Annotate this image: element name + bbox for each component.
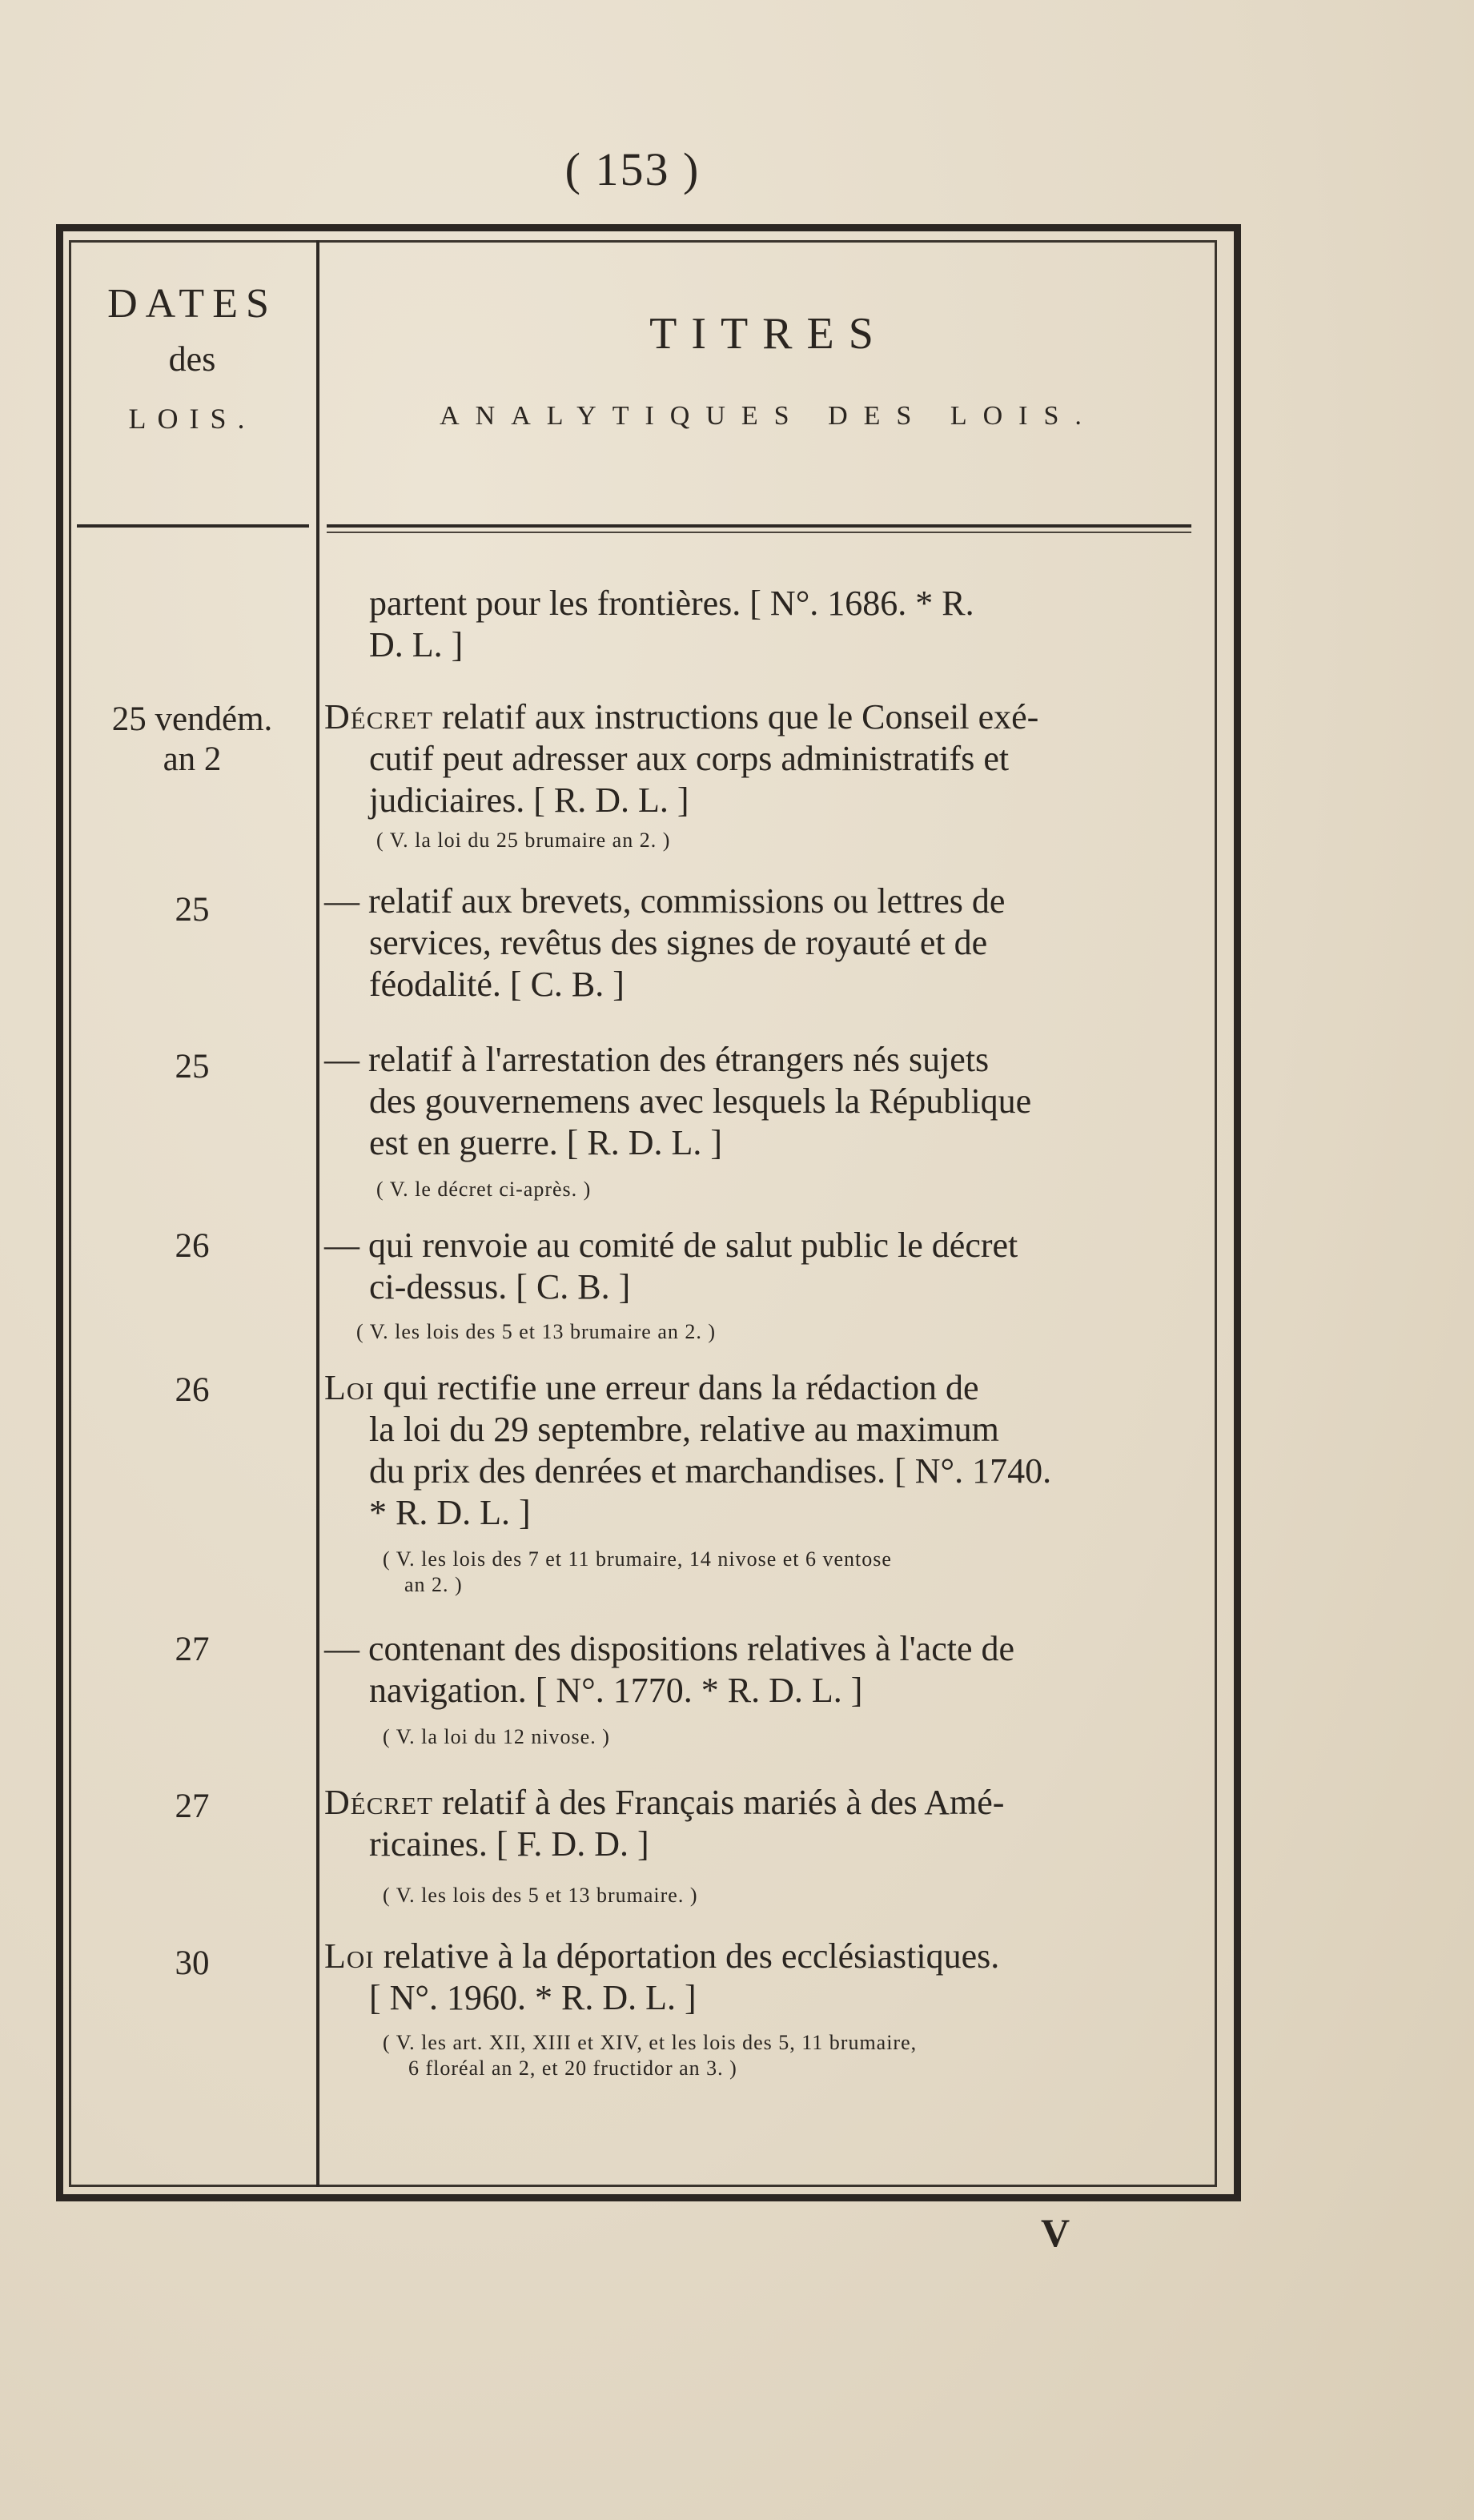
entry-6-note: ( V. les lois des 7 et 11 brumaire, 14 nivose et 6 ventose <box>383 1547 892 1571</box>
header-titres-subtitle: ANALYTIQUES DES LOIS. <box>440 401 1098 431</box>
entry-6-line-3: du prix des denrées et marchandises. [ N°. 1740. <box>369 1451 1052 1491</box>
entry-2-line-2: cutif peut adresser aux corps administratifs et <box>369 739 1010 778</box>
entry-8-lead: Décret <box>324 1783 433 1822</box>
header-rule-left <box>77 524 309 528</box>
header-dates-title: DATES <box>107 281 277 327</box>
entry-2-lead: Décret <box>324 697 433 736</box>
entry-7-note: ( V. la loi du 12 nivose. ) <box>383 1725 610 1748</box>
entry-7-line-2: navigation. [ N°. 1770. * R. D. L. ] <box>369 1671 863 1710</box>
header-dates <box>72 280 312 435</box>
entry-2-note: ( V. la loi du 25 brumaire an 2. ) <box>376 829 671 852</box>
entry-9 <box>324 1936 1201 2019</box>
entry-6 <box>324 1367 1201 1534</box>
entry-1-line-2: D. L. ] <box>369 625 464 664</box>
entry-5-note: ( V. les lois des 5 et 13 brumaire an 2. ) <box>356 1320 717 1343</box>
page-number: ( 153 ) <box>564 143 701 195</box>
entry-3-date: 25 <box>175 891 210 929</box>
entry-9-line-1: Loi relative à la déportation des ecclésiastiques. <box>324 1936 1000 1976</box>
entry-5-line-2: ci-dessus. [ C. B. ] <box>369 1267 631 1306</box>
header-titres <box>320 308 1217 431</box>
entry-8-note: ( V. les lois des 5 et 13 brumaire. ) <box>383 1884 698 1907</box>
entry-3-line-3: féodalité. [ C. B. ] <box>369 965 625 1004</box>
entry-9-line-2: [ N°. 1960. * R. D. L. ] <box>369 1978 697 2017</box>
entry-6-line-4: * R. D. L. ] <box>369 1493 531 1532</box>
entry-4 <box>324 1039 1201 1164</box>
header-titres-title: TITRES <box>649 309 888 359</box>
entry-9-date: 30 <box>175 1944 210 1982</box>
entry-6-note-2: an 2. ) <box>404 1573 463 1596</box>
entry-8-date: 27 <box>175 1788 210 1825</box>
entry-9-lead: Loi <box>324 1936 375 1976</box>
entry-5-line-1: — qui renvoie au comité de salut public le décret <box>324 1226 1018 1265</box>
entry-8-line-2: ricaines. [ F. D. D. ] <box>369 1824 649 1864</box>
entry-5 <box>324 1225 1201 1308</box>
entry-3-line-1: — relatif aux brevets, commissions ou lettres de <box>324 881 1006 921</box>
entry-6-lead: Loi <box>324 1368 375 1407</box>
entry-7-date: 27 <box>175 1631 210 1668</box>
entry-2-line-3: judiciaires. [ R. D. L. ] <box>369 780 689 820</box>
entry-4-line-2: des gouvernemens avec lesquels la République <box>369 1081 1032 1121</box>
entry-4-line-3: est en guerre. [ R. D. L. ] <box>369 1123 723 1162</box>
signature-mark: V <box>1041 2210 1070 2255</box>
entry-3-line-2: services, revêtus des signes de royauté et de <box>369 923 988 962</box>
entry-1 <box>324 583 1201 666</box>
entry-4-line-1: — relatif à l'arrestation des étrangers nés sujets <box>324 1040 990 1079</box>
entry-2 <box>324 696 1201 821</box>
entry-5-date: 26 <box>175 1227 210 1265</box>
header-dates-lois: LOIS. <box>128 403 256 435</box>
entry-4-note: ( V. le décret ci-après. ) <box>376 1178 592 1201</box>
entry-2-line-1: Décret relatif aux instructions que le Conseil exé- <box>324 697 1039 736</box>
entry-2-date <box>80 700 304 780</box>
entry-2-date-line-2: an 2 <box>163 740 222 778</box>
entry-8-line-1: Décret relatif à des Français mariés à des Amé- <box>324 1783 1005 1822</box>
entry-3 <box>324 881 1201 1005</box>
entry-9-note-2: 6 floréal an 2, et 20 fructidor an 3. ) <box>408 2057 737 2080</box>
entry-4-date: 25 <box>175 1048 210 1085</box>
entry-8 <box>324 1782 1201 1865</box>
header-dates-des: des <box>168 339 216 379</box>
column-divider <box>316 240 319 2187</box>
entry-9-note: ( V. les art. XII, XIII et XIV, et les lois des 5, 11 brumaire, <box>383 2031 918 2054</box>
header-rule-right <box>327 524 1191 528</box>
entry-1-line-1: partent pour les frontières. [ N°. 1686. * R. <box>369 584 974 623</box>
entry-6-line-2: la loi du 29 septembre, relative au maximum <box>369 1410 999 1449</box>
entry-7-line-1: — contenant des dispositions relatives à l'acte de <box>324 1629 1015 1668</box>
entry-6-line-1: Loi qui rectifie une erreur dans la rédaction de <box>324 1368 979 1407</box>
header-rule-right-thin <box>327 532 1191 533</box>
entry-6-date: 26 <box>175 1371 210 1409</box>
entry-2-date-line-1: 25 vendém. <box>111 700 273 738</box>
entry-7 <box>324 1628 1201 1711</box>
